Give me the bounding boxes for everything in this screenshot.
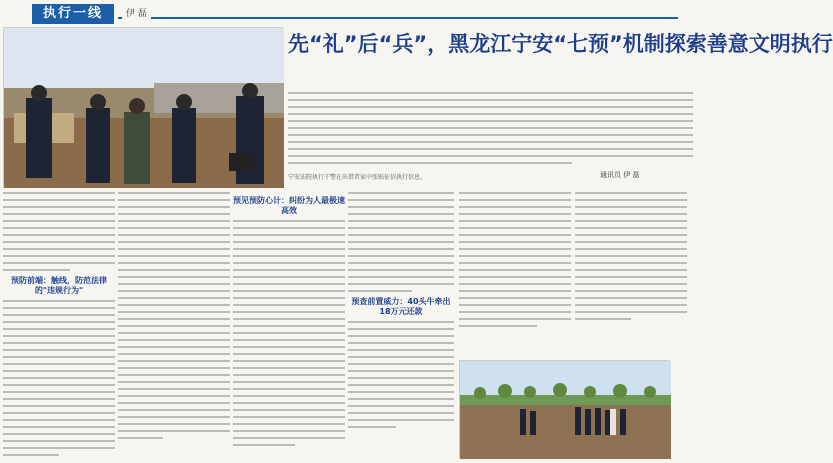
column-1	[3, 192, 115, 457]
column-2	[118, 192, 230, 457]
subhead-2: 预见预防心计：纠纷为人最极速高效	[233, 196, 345, 215]
photo-caption: 宁安法院执行干警在出借者家中张贴征信执行信息。	[288, 174, 427, 181]
intro-text-block	[288, 92, 693, 172]
page-header	[0, 0, 700, 28]
byline: 通讯员 伊 磊	[600, 171, 640, 179]
column-5	[459, 192, 571, 352]
top-photo	[3, 27, 283, 187]
bottom-photo-caption	[672, 360, 688, 455]
header-rule	[118, 17, 678, 19]
article-headline: 先“礼”后“兵”，黑龙江宁安“七预”机制探索善意文明执行	[288, 32, 833, 56]
column-4	[348, 192, 454, 457]
column-6	[575, 192, 687, 352]
header-author: 伊 磊	[122, 6, 151, 19]
subhead-1: 预防前端：触线，防范法律的"违规行为"	[11, 276, 107, 295]
bottom-photo	[459, 360, 670, 458]
section-tab: 执行一线	[32, 4, 114, 24]
column-3	[233, 192, 345, 457]
subhead-3: 预查前置威力：40头牛牵出18万元还款	[351, 297, 451, 316]
